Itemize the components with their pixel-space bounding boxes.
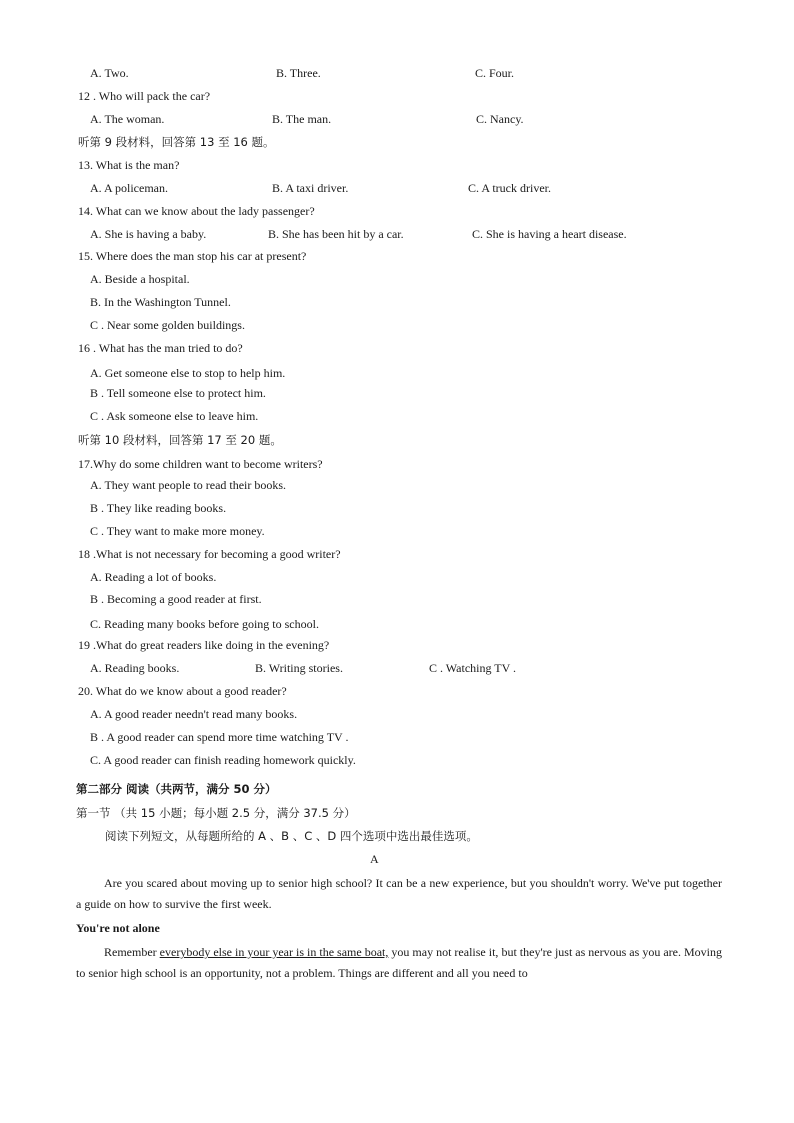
p2-start: Remember <box>104 945 160 959</box>
q19-option-b: B. Writing stories. <box>255 661 343 675</box>
q13-option-a: A. A policeman. <box>90 181 168 195</box>
q14-option-a: A. She is having a baby. <box>90 227 207 241</box>
q12-option-a: A. The woman. <box>90 112 165 126</box>
q13-option-b: B. A taxi driver. <box>272 181 349 195</box>
q20-option-c: C. A good reader can finish reading homework quickly. <box>90 753 356 767</box>
passage-heading: You're not alone <box>76 921 160 935</box>
q15-option-c: C . Near some golden buildings. <box>90 318 245 332</box>
q17-stem: 17.Why do some children want to become writers? <box>78 457 323 471</box>
q16-stem: 16 . What has the man tried to do? <box>78 341 243 355</box>
q11-option-a: A. Two. <box>90 66 129 80</box>
q16-option-b: B . Tell someone else to protect him. <box>90 386 266 400</box>
q20-option-b: B . A good reader can spend more time watching TV . <box>90 730 349 744</box>
q18-option-c: C. Reading many books before going to school. <box>90 617 319 631</box>
q11-option-b: B. Three. <box>276 66 321 80</box>
section-10-instruction: 听第 10 段材料，回答第 17 至 20 题。 <box>78 433 282 447</box>
q16-option-c: C . Ask someone else to leave him. <box>90 409 259 423</box>
q14-option-b: B. She has been hit by a car. <box>268 227 404 241</box>
q17-option-b: B . They like reading books. <box>90 501 227 515</box>
q13-stem: 13. What is the man? <box>78 158 180 172</box>
q18-stem: 18 .What is not necessary for becoming a good writer? <box>78 547 341 561</box>
q19-stem: 19 .What do great readers like doing in the evening? <box>78 638 330 652</box>
part-2-section-1: 第一节 （共 15 小题；每小题 2.5 分，满分 37.5 分） <box>76 806 356 820</box>
q13-option-c: C. A truck driver. <box>468 181 551 195</box>
q14-option-c: C. She is having a heart disease. <box>472 227 627 241</box>
q12-option-c: C. Nancy. <box>476 112 524 126</box>
section-9-instruction: 听第 9 段材料，回答第 13 至 16 题。 <box>78 135 275 149</box>
p2-rest: you may not realise it, but they're just as nervous as you are. Moving to senior high school is an opportunity, not a problem. Things are different and all you need to <box>76 945 722 980</box>
q19-option-c: C . Watching TV . <box>429 661 517 675</box>
q17-option-c: C . They want to make more money. <box>90 524 265 538</box>
passage-paragraph-1: Are you scared about moving up to senior high school? It can be a new experience, but you shouldn't worry. We've put together a guide on how to survive the first week. <box>76 876 722 911</box>
passage-label: A <box>370 852 379 866</box>
q15-option-a: A. Beside a hospital. <box>90 272 190 286</box>
part-2-instruction: 阅读下列短文，从每题所给的 A 、B 、C 、D 四个选项中选出最佳选项。 <box>105 829 478 843</box>
q18-option-a: A. Reading a lot of books. <box>90 570 217 584</box>
q17-option-a: A. They want people to read their books. <box>90 478 287 492</box>
q16-option-a: A. Get someone else to stop to help him. <box>90 366 286 380</box>
underlined-phrase: everybody else in your year is in the same boat, <box>159 945 389 959</box>
q20-option-a: A. A good reader needn't read many books. <box>90 707 298 721</box>
part-2-title: 第二部分 阅读（共两节，满分 50 分） <box>76 782 277 796</box>
q19-option-a: A. Reading books. <box>90 661 180 675</box>
passage-paragraph-2 <box>76 942 722 984</box>
q18-option-b: B . Becoming a good reader at first. <box>90 592 262 606</box>
q12-stem: 12 . Who will pack the car? <box>78 89 211 103</box>
q15-stem: 15. Where does the man stop his car at present? <box>78 249 307 263</box>
q11-option-c: C. Four. <box>475 66 515 80</box>
q12-option-b: B. The man. <box>272 112 332 126</box>
q15-option-b: B. In the Washington Tunnel. <box>90 295 231 309</box>
q20-stem: 20. What do we know about a good reader? <box>78 684 287 698</box>
q14-stem: 14. What can we know about the lady passenger? <box>78 204 315 218</box>
